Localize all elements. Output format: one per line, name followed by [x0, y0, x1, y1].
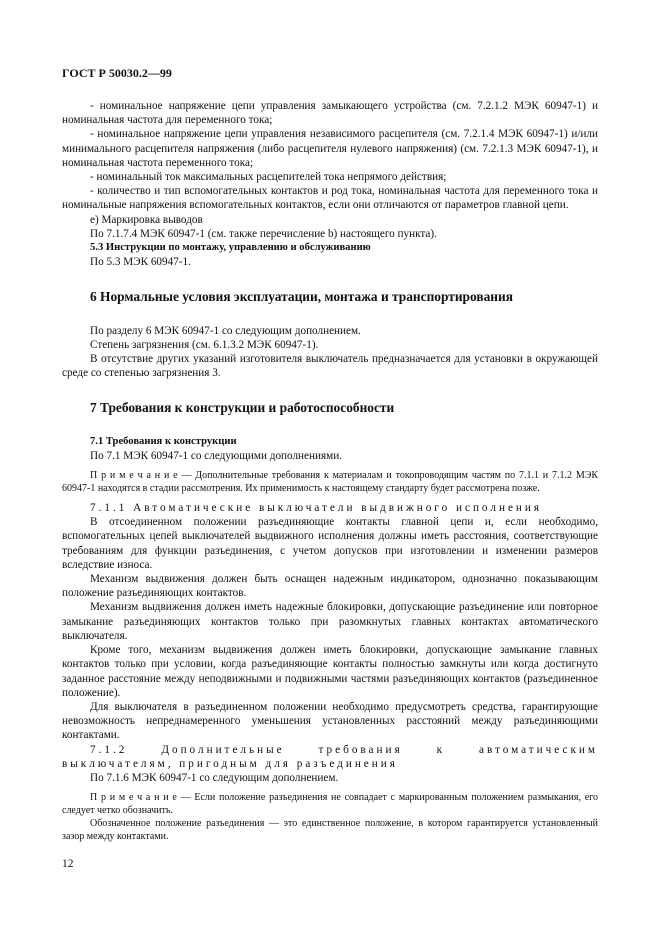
paragraph: Механизм выдвижения должен иметь надежные блокировки, допускающие разъединение или повторное замыкание разъединяющих контактов только при разомкнутых главных контактах автоматического выключателя.: [62, 601, 598, 642]
section-heading-7: 7 Требования к конструкции и работоспособности: [90, 400, 395, 416]
note-continuation: Обозначенное положение разъединения — это единственное положение, в котором гарантируется установленный зазор между контактами.: [62, 818, 598, 843]
note: [62, 791, 598, 817]
note-text: — Дополнительные требования к материалам и токопроводящим частям по 7.1.1 и 7.1.2 МЭК 60947-1 находятся в стадии рассмотрения. Их применимость к настоящему стандарту будет рассмотрена позже.: [62, 470, 599, 495]
paragraph: - номинальное напряжение цепи управления замыкающего устройства (см. 7.2.1.2 МЭК 60947-1) и номинальная частота для переменного тока;: [62, 100, 598, 127]
subsection-heading-7-1-2: 7.1.2 Дополнительные требования к автоматическим выключателям, пригодным для разъединения: [62, 743, 598, 770]
paragraph: В отсоединенном положении разъединяющие контакты главной цепи и, если необходимо, вспомогательных цепей выключателей выдвижного исполнения должны иметь расстояния, соответствующие требованиям для функции разъединения, с учетом допусков при изготовлении и изменении размеров вследствие износа.: [62, 516, 598, 571]
paragraph: - номинальное напряжение цепи управления независимого расцепителя (см. 7.2.1.4 МЭК 60947-1) и/или минимального расцепителя напряжения (либо расцепителя нулевого напряжения) (см. 7.2.1.3 МЭК 60947-1), и номинальная частота переменного тока;: [62, 128, 598, 169]
paragraph: Для выключателя в разъединенном положении необходимо предусмотреть средства, гарантирующие невозможность непреднамеренного уменьшения установленных расстояний между разъединяющими контактами.: [62, 700, 598, 742]
paragraph: По 7.1 МЭК 60947-1 со следующими дополнениями.: [90, 449, 342, 462]
paragraph: - номинальный ток максимальных расцепителей тока непрямого действия;: [90, 171, 447, 184]
paragraph: Кроме того, механизм выдвижения должен иметь блокировки, допускающие замыкание главных контактов только при условии, когда разъединяющие контакты полностью замкнуты или когда достигнуто заданное расстояние между неподвижными и подвижными частями разъединяющих контактов (разъединенное положение).: [62, 644, 598, 699]
paragraph: По 7.1.6 МЭК 60947-1 со следующим дополнением.: [90, 771, 339, 784]
note-label: П р и м е ч а н и е: [90, 792, 177, 804]
page-number: 12: [62, 858, 74, 870]
section-heading-6: 6 Нормальные условия эксплуатации, монтажа и транспортирования: [90, 289, 513, 305]
paragraph: е) Маркировка выводов: [90, 213, 203, 226]
note: [62, 469, 598, 495]
subsection-heading-7-1-1: 7.1.1 Автоматические выключатели выдвижного исполнения: [90, 502, 543, 515]
paragraph: Механизм выдвижения должен быть оснащен надежным индикатором, однозначно показывающим положение разъединяющих контактов.: [62, 573, 598, 600]
document-header: ГОСТ Р 50030.2—99: [62, 66, 172, 80]
paragraph: Степень загрязнения (см. 6.1.3.2 МЭК 60947-1).: [90, 338, 319, 351]
subsection-heading-5-3: 5.3 Инструкции по монтажу, управлению и обслуживанию: [90, 242, 371, 254]
paragraph: По разделу 6 МЭК 60947-1 со следующим дополнением.: [90, 324, 361, 337]
paragraph: По 5.3 МЭК 60947-1.: [90, 256, 191, 269]
paragraph: В отсутствие других указаний изготовителя выключатель предназначается для установки в окружающей среде со степенью загрязнения 3.: [62, 353, 598, 380]
subsection-heading-7-1: 7.1 Требования к конструкции: [90, 435, 237, 447]
paragraph: - количество и тип вспомогательных контактов и род тока, номинальная частота для переменного тока и номинальные напряжения вспомогательных контактов, если они отличаются от параметров главной цепи.: [62, 185, 598, 212]
page-content: [62, 99, 598, 843]
paragraph: По 7.1.7.4 МЭК 60947-1 (см. также перечисление b) настоящего пункта).: [90, 227, 437, 240]
note-text: — Если положение разъединения не совпадает с маркированным положением размыкания, его следует четко обозначить.: [62, 792, 598, 817]
note-label: П р и м е ч а н и е: [90, 470, 178, 482]
